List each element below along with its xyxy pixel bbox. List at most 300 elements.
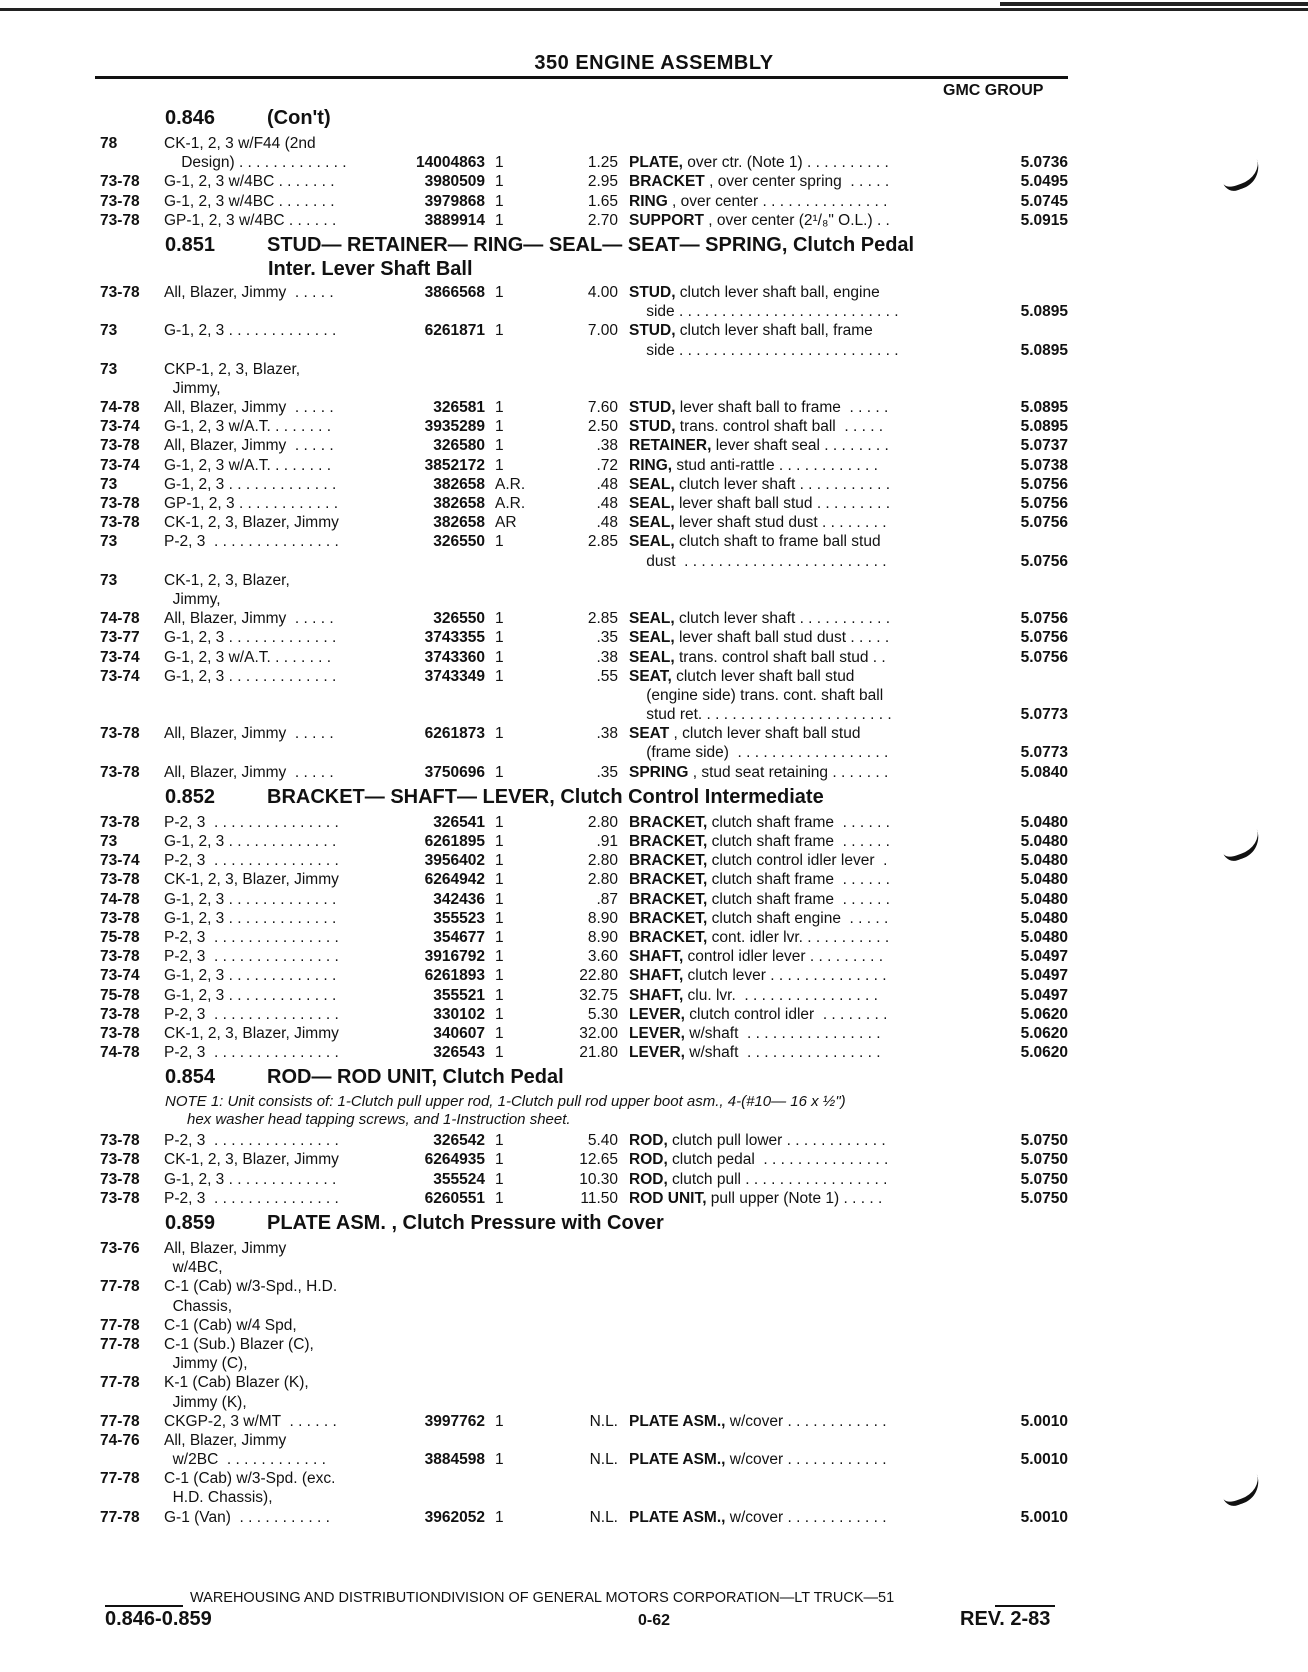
year-range: 77-78 (100, 1470, 140, 1488)
note-line: hex washer head tapping screws, and 1-Instruction sheet. (187, 1111, 571, 1129)
quantity: 1 (495, 813, 504, 831)
group-number: 5.0480 (1020, 871, 1068, 889)
description-text: clutch lever shaft ball stud (671, 667, 855, 685)
year-range: 73-78 (100, 283, 140, 301)
description-keyword: RING (629, 192, 668, 210)
part-number: 355521 (433, 986, 485, 1004)
model-cell: Jimmy (C), (164, 1355, 248, 1373)
price: .72 (596, 456, 618, 474)
group-number: 5.0745 (1020, 192, 1068, 210)
table-row (0, 966, 1308, 985)
description-text: , stud seat retaining . . . . . . . (688, 763, 889, 781)
quantity: 1 (495, 211, 504, 229)
table-row (0, 1024, 1308, 1043)
description (629, 1450, 959, 1469)
description (629, 1043, 959, 1062)
year-range: 73 (100, 475, 118, 493)
table-row (0, 1393, 1308, 1412)
table-row (0, 851, 1308, 870)
year-range: 77-78 (100, 1374, 140, 1392)
quantity: A.R. (495, 475, 526, 493)
price: 2.70 (587, 211, 618, 229)
table-row (0, 456, 1308, 475)
model-cell: C-1 (Cab) w/3-Spd., H.D. (164, 1278, 338, 1296)
part-number: 382658 (433, 514, 485, 532)
table-row (0, 986, 1308, 1005)
year-range: 77-78 (100, 1278, 140, 1296)
price: 32.00 (579, 1024, 618, 1042)
model-cell: All, Blazer, Jimmy . . . . . (164, 763, 334, 781)
description-keyword: BRACKET, (629, 852, 708, 870)
description-keyword: SUPPORT (629, 211, 704, 229)
year-range: 73-78 (100, 437, 140, 455)
description-keyword: BRACKET (629, 173, 705, 191)
year-range: 73-78 (100, 495, 140, 512)
part-number: 3997762 (424, 1412, 485, 1430)
description (629, 966, 959, 985)
part-number: 3980509 (424, 173, 485, 191)
description (629, 552, 959, 571)
description-keyword: ROD, (629, 1151, 668, 1169)
description (629, 1131, 959, 1150)
description-text: clutch control idler lever . (707, 852, 888, 870)
group-number: 5.0756 (1020, 552, 1068, 570)
header-rule (95, 76, 1068, 79)
table-row (0, 1239, 1308, 1258)
part-number: 3979868 (424, 192, 485, 210)
model-cell: G-1, 2, 3 . . . . . . . . . . . . . (164, 833, 337, 850)
quantity: 1 (495, 154, 504, 172)
price: .48 (596, 495, 618, 512)
table-row (0, 379, 1308, 398)
footer-range: 0.846-0.859 (105, 1608, 212, 1630)
price: .91 (596, 833, 618, 850)
description (629, 928, 959, 947)
description (629, 153, 959, 172)
group-number: 5.0480 (1020, 928, 1068, 946)
year-range: 73-78 (100, 211, 140, 229)
model-cell: G-1, 2, 3 . . . . . . . . . . . . . (164, 890, 337, 908)
group-number: 5.0010 (1020, 1412, 1068, 1430)
part-number: 3743355 (424, 629, 485, 647)
description-text: w/shaft . . . . . . . . . . . . . . . . (684, 1024, 881, 1042)
description-text: lever shaft stud dust . . . . . . . . (674, 514, 887, 532)
model-cell: G-1, 2, 3 . . . . . . . . . . . . . (164, 986, 337, 1004)
model-cell: All, Blazer, Jimmy . . . . . (164, 399, 334, 417)
section-heading (0, 1212, 1308, 1235)
table-row (0, 1258, 1308, 1277)
description (629, 667, 959, 686)
price: 7.60 (587, 399, 618, 417)
description-text: clutch shaft engine . . . . . (707, 909, 889, 927)
group-number: 5.0497 (1020, 986, 1068, 1004)
description (629, 172, 959, 191)
model-cell: K-1 (Cab) Blazer (K), (164, 1374, 309, 1392)
year-range: 73-74 (100, 456, 140, 474)
price: 7.00 (587, 322, 618, 340)
part-number: 6264942 (424, 871, 485, 889)
table-row (0, 909, 1308, 928)
year-range: 73-74 (100, 418, 140, 436)
table-row (0, 1508, 1308, 1527)
description-text: clutch lever shaft ball, frame (675, 322, 873, 340)
year-range: 73-78 (100, 192, 140, 210)
description-keyword: BRACKET, (629, 890, 708, 908)
description-text: clutch lever shaft ball, engine (675, 283, 880, 301)
table-row (0, 890, 1308, 909)
model-cell: CK-1, 2, 3, Blazer, Jimmy (164, 871, 339, 889)
model-cell: P-2, 3 . . . . . . . . . . . . . . . (164, 1132, 339, 1150)
price: 2.80 (587, 852, 618, 870)
table-row (0, 1131, 1308, 1150)
table-row (0, 1335, 1308, 1354)
description-text: clutch shaft frame . . . . . . (707, 890, 890, 908)
year-range: 73-78 (100, 871, 140, 889)
model-cell: G-1, 2, 3 w/A.T. . . . . . . . (164, 418, 332, 436)
part-number: 6261893 (424, 967, 485, 985)
table-row (0, 648, 1308, 667)
year-range: 73-76 (100, 1240, 140, 1257)
group-number: 5.0738 (1020, 456, 1068, 474)
quantity: 1 (495, 1044, 504, 1062)
table-row (0, 1170, 1308, 1189)
price: 2.95 (587, 173, 618, 191)
quantity: 1 (495, 1024, 504, 1042)
description (629, 947, 959, 966)
year-range: 77-78 (100, 1335, 140, 1353)
year-range: 73-78 (100, 1132, 140, 1150)
quantity: 1 (495, 871, 504, 889)
section-title: BRACKET— SHAFT— LEVER, Clutch Control Intermediate (267, 785, 824, 808)
price: 1.25 (587, 154, 618, 172)
year-range: 73 (100, 533, 118, 551)
description (629, 743, 959, 762)
group-number: 5.0895 (1020, 418, 1068, 436)
part-number: 6261873 (424, 725, 485, 743)
section-note (0, 1093, 1308, 1129)
year-range: 73-78 (100, 514, 140, 532)
part-number: 355524 (433, 1170, 485, 1188)
description-text: clutch shaft frame . . . . . . (707, 833, 890, 850)
description-text: pull upper (Note 1) . . . . . (706, 1189, 883, 1207)
section-number: 0.854 (165, 1066, 216, 1089)
model-cell: Design) . . . . . . . . . . . . . (164, 154, 347, 172)
quantity: 1 (495, 192, 504, 210)
description-keyword: STUD, (629, 283, 676, 301)
table-row (0, 475, 1308, 494)
year-range: 74-78 (100, 1044, 140, 1062)
table-row (0, 552, 1308, 571)
price: .48 (596, 475, 618, 493)
table-row (0, 813, 1308, 832)
model-cell: G-1, 2, 3 w/A.T. . . . . . . . (164, 456, 332, 474)
table-row (0, 302, 1308, 321)
description-text: clutch pull . . . . . . . . . . . . . . . . . (667, 1170, 888, 1188)
model-cell: C-1 (Cab) w/3-Spd. (exc. (164, 1470, 336, 1488)
description (629, 686, 959, 705)
section-number: 0.859 (165, 1212, 216, 1234)
description (629, 909, 959, 928)
description-keyword: ROD, (629, 1132, 668, 1150)
group-number: 5.0756 (1020, 514, 1068, 532)
price: .38 (596, 437, 618, 455)
description-keyword: LEVER, (629, 1044, 685, 1062)
description-text: clutch control idler . . . . . . . . (684, 1005, 888, 1023)
quantity: 1 (495, 1508, 504, 1526)
quantity: 1 (495, 667, 504, 685)
description-keyword: SEAT (629, 725, 670, 743)
quantity: 1 (495, 763, 504, 781)
group-number: 5.0620 (1020, 1044, 1068, 1062)
year-range: 73-78 (100, 173, 140, 191)
description-text: w/cover . . . . . . . . . . . . (725, 1412, 887, 1430)
table-row (0, 1316, 1308, 1335)
part-number: 3962052 (424, 1508, 485, 1526)
description-keyword: SEAL, (629, 495, 675, 512)
year-range: 77-78 (100, 1316, 140, 1334)
group-number: 5.0480 (1020, 813, 1068, 831)
quantity: 1 (495, 1451, 504, 1469)
part-number: 3935289 (424, 418, 485, 436)
section-title: STUD— RETAINER— RING— SEAL— SEAT— SPRING, Clutch Pedal (267, 233, 915, 256)
description-keyword: RING, (629, 456, 673, 474)
part-number: 340607 (433, 1024, 485, 1042)
model-cell: All, Blazer, Jimmy . . . . . (164, 437, 334, 455)
quantity: AR (495, 514, 517, 532)
description-text: lever shaft ball to frame . . . . . (675, 399, 889, 417)
price: 8.90 (587, 928, 618, 946)
part-number: 3884598 (424, 1451, 485, 1469)
part-number: 326550 (433, 610, 485, 628)
description-text: , over center (2¹/₈" O.L.) . . (703, 211, 890, 229)
section-title: PLATE ASM. , Clutch Pressure with Cover (267, 1212, 664, 1234)
description-keyword: SEAL, (629, 514, 675, 532)
description (629, 456, 959, 475)
price: .38 (596, 648, 618, 666)
part-number: 355523 (433, 909, 485, 927)
description (629, 341, 959, 360)
table-row (0, 571, 1308, 590)
quantity: 1 (495, 610, 504, 628)
table-row (0, 947, 1308, 966)
description-keyword: RETAINER, (629, 437, 712, 455)
description-text: clutch lever . . . . . . . . . . . . . . (683, 967, 887, 985)
description (629, 398, 959, 417)
description (629, 283, 959, 302)
price: .55 (596, 667, 618, 685)
model-cell: P-2, 3 . . . . . . . . . . . . . . . (164, 813, 339, 831)
model-cell: P-2, 3 . . . . . . . . . . . . . . . (164, 1044, 339, 1062)
model-cell: G-1, 2, 3 w/4BC . . . . . . . (164, 192, 335, 210)
price: 2.85 (587, 533, 618, 551)
description-text: clutch pedal . . . . . . . . . . . . . . . (667, 1151, 889, 1169)
model-cell: P-2, 3 . . . . . . . . . . . . . . . (164, 928, 339, 946)
price: 21.80 (579, 1044, 618, 1062)
part-number: 354677 (433, 928, 485, 946)
group-number: 5.0756 (1020, 475, 1068, 493)
year-range: 73-78 (100, 909, 140, 927)
description-keyword: SEAT, (629, 667, 672, 685)
description (629, 813, 959, 832)
table-row (0, 832, 1308, 851)
group-number: 5.0495 (1020, 173, 1068, 191)
table-row (0, 172, 1308, 191)
year-range: 73-78 (100, 813, 140, 831)
table-row (0, 436, 1308, 455)
quantity: 1 (495, 725, 504, 743)
description-keyword: STUD, (629, 399, 676, 417)
description (629, 832, 959, 851)
model-cell: C-1 (Sub.) Blazer (C), (164, 1335, 314, 1353)
group-number: 5.0756 (1020, 648, 1068, 666)
table-row (0, 1469, 1308, 1488)
table-row (0, 1150, 1308, 1169)
table-row (0, 321, 1308, 340)
model-cell: CK-1, 2, 3, Blazer, Jimmy (164, 1151, 339, 1169)
price: .35 (596, 763, 618, 781)
quantity: 1 (495, 322, 504, 340)
price: 11.50 (580, 1189, 618, 1207)
table-row (0, 870, 1308, 889)
description-keyword: BRACKET, (629, 833, 708, 850)
year-range: 77-78 (100, 1508, 140, 1526)
description (629, 211, 959, 230)
model-cell: All, Blazer, Jimmy . . . . . (164, 725, 334, 743)
description-text: , clutch lever shaft ball stud (669, 725, 861, 743)
model-cell: w/4BC, (164, 1259, 223, 1277)
group-number: 5.0750 (1020, 1170, 1068, 1188)
year-range: 77-78 (100, 1412, 140, 1430)
description-text: over ctr. (Note 1) . . . . . . . . . . (682, 154, 889, 172)
part-number: 6264935 (424, 1151, 485, 1169)
part-number: 6260551 (424, 1189, 485, 1207)
parts-list (0, 103, 1308, 1527)
price: 2.85 (587, 610, 618, 628)
part-number: 382658 (433, 475, 485, 493)
section-heading (0, 1066, 1308, 1089)
description (629, 851, 959, 870)
description (629, 705, 959, 724)
part-number: 3750696 (424, 763, 485, 781)
description-keyword: SHAFT, (629, 967, 684, 985)
description (629, 1412, 959, 1431)
model-cell: G-1, 2, 3 . . . . . . . . . . . . . (164, 667, 337, 685)
group-number: 5.0480 (1020, 890, 1068, 908)
section-title: ROD— ROD UNIT, Clutch Pedal (267, 1066, 564, 1089)
description-text: trans. control shaft ball stud . . (674, 648, 886, 666)
table-row (0, 1412, 1308, 1431)
price: 2.50 (587, 418, 618, 436)
group-number: 5.0736 (1020, 154, 1068, 172)
table-row (0, 1297, 1308, 1316)
quantity: 1 (495, 833, 504, 850)
price: 22.80 (579, 967, 618, 985)
year-range: 73 (100, 833, 118, 850)
table-row (0, 1431, 1308, 1450)
group-number: 5.0480 (1020, 852, 1068, 870)
description-text: (frame side) . . . . . . . . . . . . . . . . . . (629, 744, 889, 762)
description-keyword: SEAL, (629, 610, 675, 628)
quantity: 1 (495, 909, 504, 927)
group-number: 5.0737 (1020, 437, 1068, 455)
model-cell: P-2, 3 . . . . . . . . . . . . . . . (164, 948, 339, 966)
description-keyword: LEVER, (629, 1024, 685, 1042)
model-cell: H.D. Chassis), (164, 1489, 273, 1507)
table-row (0, 686, 1308, 705)
description (629, 321, 959, 340)
table-row (0, 590, 1308, 609)
description-text: w/shaft . . . . . . . . . . . . . . . . (684, 1044, 881, 1062)
table-row (0, 928, 1308, 947)
table-row (0, 360, 1308, 379)
description-keyword: BRACKET, (629, 871, 708, 889)
quantity: 1 (495, 928, 504, 946)
model-cell: w/2BC . . . . . . . . . . . . (164, 1451, 326, 1469)
group-number: 5.0895 (1020, 303, 1068, 321)
description-keyword: STUD, (629, 322, 676, 340)
description (629, 986, 959, 1005)
model-cell: CK-1, 2, 3, Blazer, (164, 571, 290, 589)
group-number: 5.0497 (1020, 967, 1068, 985)
table-row (0, 513, 1308, 532)
table-row (0, 743, 1308, 762)
quantity: 1 (495, 967, 504, 985)
part-number: 326541 (433, 813, 485, 831)
year-range: 73-78 (100, 1170, 140, 1188)
description-keyword: SEAL, (629, 533, 675, 551)
description (629, 763, 959, 782)
year-range: 73-78 (100, 1189, 140, 1207)
description-keyword: BRACKET, (629, 928, 708, 946)
year-range: 73-78 (100, 763, 140, 781)
quantity: 1 (495, 1189, 504, 1207)
table-row (0, 494, 1308, 513)
year-range: 73-78 (100, 948, 140, 966)
description-text: dust . . . . . . . . . . . . . . . . . . . . . . . . (629, 552, 887, 570)
group-number: 5.0620 (1020, 1024, 1068, 1042)
section-heading (0, 234, 1308, 257)
table-row (0, 211, 1308, 230)
description-text: cont. idler lvr. . . . . . . . . . . (707, 928, 890, 946)
table-row (0, 417, 1308, 436)
price: 5.30 (587, 1005, 618, 1023)
description (629, 417, 959, 436)
description-keyword: SEAL, (629, 648, 675, 666)
section-title-continued: Inter. Lever Shaft Ball (268, 257, 473, 280)
description-keyword: LEVER, (629, 1005, 685, 1023)
quantity: 1 (495, 629, 504, 647)
quantity: 1 (495, 852, 504, 870)
description (629, 1005, 959, 1024)
table-row (0, 134, 1308, 153)
description (629, 475, 959, 494)
section-number: 0.852 (165, 785, 216, 808)
price: .35 (596, 629, 618, 647)
price: N.L. (589, 1508, 618, 1526)
table-row (0, 705, 1308, 724)
part-number: 3956402 (424, 852, 485, 870)
footer-publisher: WAREHOUSING AND DISTRIBUTIONDIVISION OF GENERAL MOTORS CORPORATION—LT TRUCK—51 (190, 1590, 895, 1606)
model-cell: CKP-1, 2, 3, Blazer, (164, 360, 301, 378)
model-cell: Jimmy, (164, 590, 221, 608)
note-line: NOTE 1: Unit consists of: 1-Clutch pull upper rod, 1-Clutch pull rod upper boot asm., 4-(#10— 16 x ½") (165, 1093, 846, 1111)
part-number: 3852172 (424, 456, 485, 474)
description-text: clutch lever shaft . . . . . . . . . . . (674, 610, 891, 628)
quantity: 1 (495, 533, 504, 551)
model-cell: G-1, 2, 3 . . . . . . . . . . . . . (164, 1170, 337, 1188)
description-keyword: PLATE ASM., (629, 1508, 726, 1526)
quantity: 1 (495, 437, 504, 455)
